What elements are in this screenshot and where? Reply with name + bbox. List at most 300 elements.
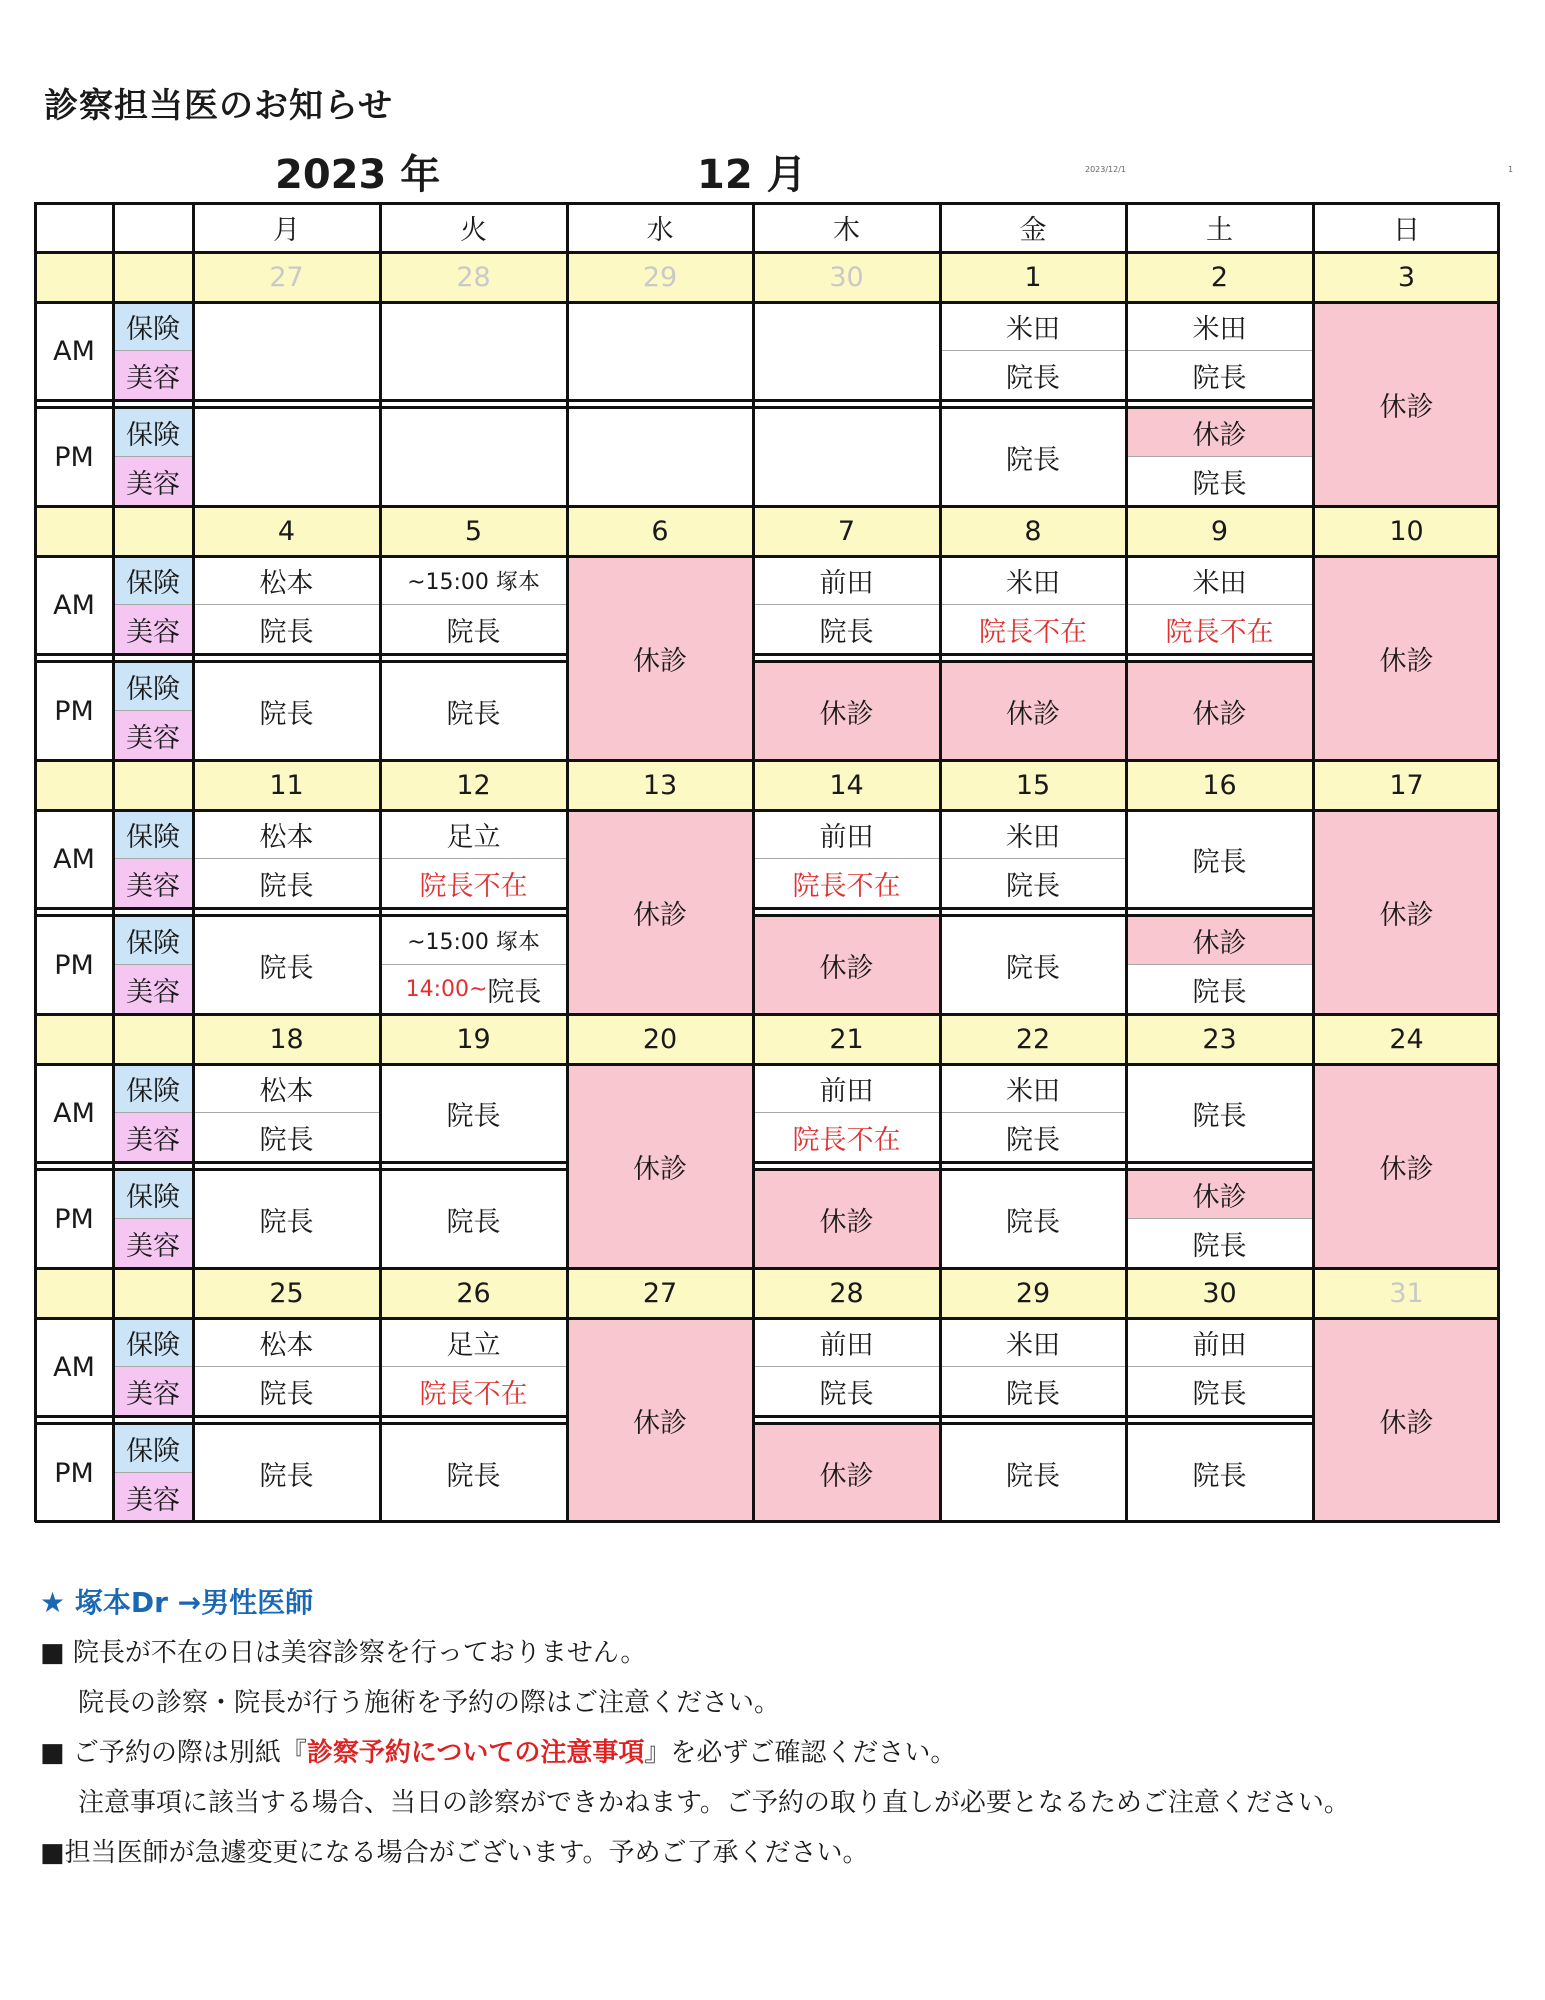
doctor-name: 院長 bbox=[259, 617, 314, 648]
ampm-double-line bbox=[193, 406, 380, 409]
ampm-double-line bbox=[940, 907, 1126, 910]
ampm-double-line bbox=[380, 1161, 567, 1164]
note-reservation bbox=[40, 1728, 1350, 1778]
am-cosmetic-doctor bbox=[193, 1113, 380, 1162]
pm-cosmetic-doctor bbox=[1126, 965, 1313, 1014]
doctor-name: 院長不在 bbox=[792, 1125, 901, 1156]
insurance-label: 保険 bbox=[113, 556, 193, 605]
column-border bbox=[34, 202, 37, 1522]
doctor-name: 足立 bbox=[446, 1330, 501, 1361]
weekday-header: 土 bbox=[1126, 202, 1313, 252]
column-border bbox=[1497, 202, 1500, 1522]
ampm-double-line bbox=[380, 653, 567, 656]
date-cell: 5 bbox=[380, 506, 567, 556]
am-cosmetic-doctor bbox=[380, 1367, 567, 1416]
pm-doctor: 院長 bbox=[1006, 952, 1060, 984]
ampm-double-line bbox=[753, 406, 940, 409]
doctor-name: 院長不在 bbox=[419, 1379, 528, 1410]
pm-doctor: 院長 bbox=[1006, 444, 1060, 476]
pm-label: PM bbox=[54, 441, 94, 473]
month-label: 12 月 bbox=[697, 152, 807, 198]
am-insurance-doctor bbox=[380, 810, 567, 859]
ampm-double-line bbox=[1126, 399, 1313, 402]
am-doctor: 院長 bbox=[1192, 1100, 1247, 1132]
am-insurance-doctor bbox=[380, 1318, 567, 1367]
date-cell: 16 bbox=[1126, 760, 1313, 810]
date-cell: 10 bbox=[1313, 506, 1500, 556]
closed-cell bbox=[1126, 408, 1313, 457]
doctor-name: 院長 bbox=[1192, 469, 1247, 500]
doctor-name: 院長 bbox=[259, 871, 314, 902]
insurance-label: 保険 bbox=[113, 810, 193, 859]
doctor-name: 院長不在 bbox=[419, 871, 528, 902]
am-label: AM bbox=[53, 1351, 95, 1383]
doctor-name: 院長 bbox=[1192, 977, 1247, 1008]
ampm-double-line bbox=[753, 907, 940, 910]
pm-doctor: 院長 bbox=[1192, 1460, 1247, 1492]
date-cell: 9 bbox=[1126, 506, 1313, 556]
doctor-name: 院長 bbox=[1006, 363, 1060, 394]
page-title: 診察担当医のお知らせ bbox=[44, 86, 393, 126]
ampm-double-line bbox=[1126, 907, 1313, 910]
insurance-label: 保険 bbox=[113, 1424, 193, 1473]
doctor-name: 院長 bbox=[446, 617, 501, 648]
am-insurance-doctor bbox=[940, 302, 1126, 351]
date-border bbox=[35, 809, 1500, 812]
doctor-name: ~15:00 塚本 bbox=[407, 930, 540, 955]
label-divider bbox=[113, 1472, 193, 1473]
am-insurance-doctor bbox=[940, 1064, 1126, 1113]
am-insurance-doctor bbox=[753, 1064, 940, 1113]
note-tsukamoto: ★ 塚本Dr →男性医師 bbox=[40, 1586, 314, 1619]
am-insurance-doctor bbox=[940, 810, 1126, 859]
ampm-double-line bbox=[1126, 1415, 1313, 1418]
column-border bbox=[566, 202, 569, 1522]
doctor-name: 院長不在 bbox=[1165, 617, 1274, 648]
ampm-double-line bbox=[1126, 660, 1313, 663]
doctor-name: 米田 bbox=[1006, 568, 1060, 599]
cosmetic-label: 美容 bbox=[113, 965, 193, 1014]
date-cell: 31 bbox=[1313, 1268, 1500, 1318]
pm-doctor: 院長 bbox=[446, 698, 501, 730]
ampm-double-line bbox=[940, 660, 1126, 663]
am-insurance-doctor bbox=[753, 1318, 940, 1367]
date-cell: 25 bbox=[193, 1268, 380, 1318]
date-cell: 27 bbox=[193, 252, 380, 302]
weekday-header: 日 bbox=[1313, 202, 1500, 252]
date-cell: 28 bbox=[380, 252, 567, 302]
doctor-name: 院長 bbox=[1192, 1379, 1247, 1410]
am-cosmetic-doctor bbox=[193, 859, 380, 908]
pm-label: PM bbox=[54, 1457, 94, 1489]
date-cell: 12 bbox=[380, 760, 567, 810]
header-bottom-border bbox=[35, 251, 1500, 254]
doctor-name: 休診 bbox=[1192, 1182, 1247, 1213]
ampm-double-line bbox=[193, 1415, 380, 1418]
date-cell: 21 bbox=[753, 1014, 940, 1064]
am-cosmetic-doctor bbox=[753, 859, 940, 908]
ampm-double-line bbox=[113, 406, 193, 409]
ampm-double-line bbox=[113, 1415, 193, 1418]
closed-cell: 休診 bbox=[940, 662, 1126, 760]
doctor-name: 前田 bbox=[819, 822, 874, 853]
closed-cell: 休診 bbox=[1313, 1318, 1500, 1522]
am-insurance-doctor bbox=[1126, 302, 1313, 351]
date-cell: 23 bbox=[1126, 1014, 1313, 1064]
ampm-double-line bbox=[193, 914, 380, 917]
doctor-name: 院長 bbox=[259, 1125, 314, 1156]
pm-doctor: 院長 bbox=[446, 1460, 501, 1492]
ampm-double-line bbox=[753, 1415, 940, 1418]
doctor-name: 院長不在 bbox=[792, 871, 901, 902]
doctor-name: 米田 bbox=[1006, 822, 1060, 853]
column-border bbox=[1312, 202, 1315, 1522]
date-cell: 11 bbox=[193, 760, 380, 810]
label-divider bbox=[113, 350, 193, 351]
ampm-border bbox=[35, 399, 113, 402]
doctor-name: 院長 bbox=[487, 977, 542, 1008]
ampm-double-line bbox=[193, 907, 380, 910]
note-reservation-post: 』を必ずご確認ください。 bbox=[644, 1738, 957, 1768]
am-cosmetic-doctor bbox=[940, 859, 1126, 908]
ampm-double-line bbox=[1126, 406, 1313, 409]
doctor-name: ~15:00 塚本 bbox=[407, 570, 540, 595]
note-reservation-emphasis: 診察予約についての注意事項 bbox=[306, 1738, 645, 1768]
am-cosmetic-doctor bbox=[753, 1113, 940, 1162]
cosmetic-label: 美容 bbox=[113, 605, 193, 654]
label-divider bbox=[113, 1218, 193, 1219]
ampm-double-line bbox=[1126, 653, 1313, 656]
pm-label: PM bbox=[54, 949, 94, 981]
label-divider bbox=[113, 964, 193, 965]
column-border bbox=[379, 202, 382, 1522]
closed-cell: 休診 bbox=[567, 556, 753, 760]
insurance-label: 保険 bbox=[113, 916, 193, 965]
ampm-double-line bbox=[567, 406, 753, 409]
date-cell: 29 bbox=[940, 1268, 1126, 1318]
ampm-double-line bbox=[940, 1422, 1126, 1425]
week-border bbox=[35, 1267, 1500, 1270]
ampm-double-line bbox=[113, 1161, 193, 1164]
insurance-label: 保険 bbox=[113, 1170, 193, 1219]
doctor-name: 院長 bbox=[1006, 871, 1060, 902]
ampm-double-line bbox=[380, 660, 567, 663]
ampm-double-line bbox=[193, 660, 380, 663]
closed-cell bbox=[1126, 1170, 1313, 1219]
week-border bbox=[35, 505, 1500, 508]
insurance-label: 保険 bbox=[113, 302, 193, 351]
cosmetic-label: 美容 bbox=[113, 1473, 193, 1522]
doctor-name: 院長不在 bbox=[979, 617, 1087, 648]
date-cell: 30 bbox=[1126, 1268, 1313, 1318]
table-top-border bbox=[35, 202, 1500, 205]
am-label: AM bbox=[53, 589, 95, 621]
date-cell: 26 bbox=[380, 1268, 567, 1318]
ampm-double-line bbox=[113, 1168, 193, 1171]
pm-cosmetic-doctor bbox=[1126, 1219, 1313, 1268]
closed-cell: 休診 bbox=[753, 1424, 940, 1522]
am-doctor: 院長 bbox=[1192, 846, 1247, 878]
cosmetic-label: 美容 bbox=[113, 351, 193, 400]
ampm-double-line bbox=[193, 1422, 380, 1425]
date-cell: 19 bbox=[380, 1014, 567, 1064]
am-label: AM bbox=[53, 1097, 95, 1129]
cosmetic-label: 美容 bbox=[113, 1219, 193, 1268]
doctor-name: 前田 bbox=[1192, 1330, 1247, 1361]
closed-cell: 休診 bbox=[753, 662, 940, 760]
pm-label: PM bbox=[54, 1203, 94, 1235]
week-border bbox=[35, 759, 1500, 762]
pm-cosmetic-doctor bbox=[380, 965, 567, 1014]
ampm-double-line bbox=[35, 1168, 113, 1171]
ampm-double-line bbox=[940, 406, 1126, 409]
insurance-label: 保険 bbox=[113, 662, 193, 711]
cosmetic-label: 美容 bbox=[113, 457, 193, 506]
column-border bbox=[939, 202, 942, 1522]
am-insurance-doctor bbox=[753, 556, 940, 605]
printed-date: 2023/12/1 bbox=[1085, 165, 1127, 174]
week-border bbox=[35, 1013, 1500, 1016]
doctor-name: 院長 bbox=[1006, 1125, 1060, 1156]
date-cell: 29 bbox=[567, 252, 753, 302]
date-cell: 17 bbox=[1313, 760, 1500, 810]
page-number: 1 bbox=[1508, 165, 1514, 174]
ampm-double-line bbox=[1126, 1422, 1313, 1425]
am-doctor: 院長 bbox=[446, 1100, 501, 1132]
date-cell: 18 bbox=[193, 1014, 380, 1064]
doctor-name: 院長 bbox=[819, 617, 874, 648]
ampm-double-line bbox=[753, 399, 940, 402]
am-cosmetic-doctor bbox=[380, 859, 567, 908]
closed-cell: 休診 bbox=[753, 916, 940, 1014]
weekday-header: 火 bbox=[380, 202, 567, 252]
closed-cell: 休診 bbox=[1313, 1064, 1500, 1268]
am-cosmetic-doctor bbox=[193, 605, 380, 654]
insurance-label: 保険 bbox=[113, 1318, 193, 1367]
schedule-calendar bbox=[35, 202, 1500, 1520]
am-cosmetic-doctor bbox=[1126, 351, 1313, 400]
ampm-double-line bbox=[113, 399, 193, 402]
doctor-name: 松本 bbox=[259, 568, 314, 599]
doctor-name: 米田 bbox=[1006, 314, 1060, 345]
ampm-double-line bbox=[380, 914, 567, 917]
closed-cell: 休診 bbox=[1313, 556, 1500, 760]
ampm-double-line bbox=[113, 907, 193, 910]
ampm-double-line bbox=[940, 1168, 1126, 1171]
year-label: 2023 年 bbox=[275, 152, 441, 198]
date-border bbox=[35, 1317, 1500, 1320]
am-cosmetic-doctor bbox=[753, 605, 940, 654]
date-cell: 1 bbox=[940, 252, 1126, 302]
column-border bbox=[192, 202, 195, 1522]
note-absent-cosmetic: ■ 院長が不在の日は美容診察を行っておりません。 bbox=[40, 1638, 647, 1668]
weekday-header: 木 bbox=[753, 202, 940, 252]
am-label: AM bbox=[53, 843, 95, 875]
ampm-double-line bbox=[753, 914, 940, 917]
pm-doctor: 院長 bbox=[259, 698, 314, 730]
ampm-border bbox=[35, 653, 113, 656]
ampm-border bbox=[35, 1161, 113, 1164]
ampm-double-line bbox=[1126, 1161, 1313, 1164]
note-reservation-caution: 注意事項に該当する場合、当日の診察ができかねます。ご予約の取り直しが必要となるためご注意ください。 bbox=[78, 1788, 1350, 1818]
ampm-double-line bbox=[753, 1422, 940, 1425]
doctor-name: 休診 bbox=[1192, 420, 1247, 451]
ampm-double-line bbox=[567, 399, 753, 402]
am-insurance-doctor bbox=[193, 556, 380, 605]
label-divider bbox=[113, 710, 193, 711]
closed-cell: 休診 bbox=[567, 1318, 753, 1522]
doctor-name: 院長 bbox=[1192, 1231, 1247, 1262]
ampm-double-line bbox=[380, 1168, 567, 1171]
doctor-name: 院長 bbox=[1192, 363, 1247, 394]
am-cosmetic-doctor bbox=[940, 1113, 1126, 1162]
am-insurance-doctor bbox=[193, 810, 380, 859]
insurance-label: 保険 bbox=[113, 408, 193, 457]
am-insurance-doctor bbox=[940, 1318, 1126, 1367]
cosmetic-label: 美容 bbox=[113, 1113, 193, 1162]
date-border bbox=[35, 555, 1500, 558]
date-cell: 28 bbox=[753, 1268, 940, 1318]
date-cell: 24 bbox=[1313, 1014, 1500, 1064]
ampm-double-line bbox=[380, 907, 567, 910]
notes-section bbox=[40, 1578, 1350, 1878]
am-insurance-doctor bbox=[380, 556, 567, 605]
doctor-name: 前田 bbox=[819, 568, 874, 599]
time-prefix: 14:00~ bbox=[405, 977, 488, 1002]
note-reservation-pre: ■ ご予約の際は別紙『 bbox=[40, 1738, 307, 1768]
ampm-double-line bbox=[193, 653, 380, 656]
ampm-border bbox=[35, 1415, 113, 1418]
date-cell: 15 bbox=[940, 760, 1126, 810]
pm-doctor: 院長 bbox=[1006, 1460, 1060, 1492]
date-border bbox=[35, 301, 1500, 304]
pm-doctor: 院長 bbox=[259, 952, 314, 984]
am-insurance-doctor bbox=[193, 1318, 380, 1367]
doctor-name: 米田 bbox=[1192, 568, 1247, 599]
ampm-border bbox=[35, 907, 113, 910]
doctor-name: 院長 bbox=[259, 1379, 314, 1410]
ampm-double-line bbox=[380, 406, 567, 409]
pm-cosmetic-doctor bbox=[1126, 457, 1313, 506]
ampm-double-line bbox=[35, 406, 113, 409]
date-cell: 27 bbox=[567, 1268, 753, 1318]
ampm-double-line bbox=[940, 1415, 1126, 1418]
am-label: AM bbox=[53, 335, 95, 367]
ampm-double-line bbox=[753, 1168, 940, 1171]
am-cosmetic-doctor bbox=[380, 605, 567, 654]
am-insurance-doctor bbox=[1126, 556, 1313, 605]
ampm-double-line bbox=[940, 399, 1126, 402]
cosmetic-label: 美容 bbox=[113, 1367, 193, 1416]
date-cell: 6 bbox=[567, 506, 753, 556]
date-cell: 8 bbox=[940, 506, 1126, 556]
ampm-double-line bbox=[380, 399, 567, 402]
ampm-double-line bbox=[380, 1422, 567, 1425]
ampm-double-line bbox=[940, 914, 1126, 917]
label-divider bbox=[113, 456, 193, 457]
doctor-name: 足立 bbox=[446, 822, 501, 853]
doctor-name: 米田 bbox=[1006, 1330, 1060, 1361]
date-cell: 22 bbox=[940, 1014, 1126, 1064]
am-cosmetic-doctor bbox=[940, 605, 1126, 654]
am-insurance-doctor bbox=[753, 810, 940, 859]
ampm-double-line bbox=[35, 914, 113, 917]
closed-cell bbox=[1126, 916, 1313, 965]
ampm-double-line bbox=[753, 1161, 940, 1164]
ampm-double-line bbox=[113, 914, 193, 917]
column-border bbox=[752, 202, 755, 1522]
insurance-label: 保険 bbox=[113, 1064, 193, 1113]
weekday-header: 金 bbox=[940, 202, 1126, 252]
ampm-double-line bbox=[193, 1161, 380, 1164]
am-cosmetic-doctor bbox=[753, 1367, 940, 1416]
ampm-double-line bbox=[753, 653, 940, 656]
date-cell: 14 bbox=[753, 760, 940, 810]
date-cell: 20 bbox=[567, 1014, 753, 1064]
ampm-double-line bbox=[113, 660, 193, 663]
pm-doctor: 院長 bbox=[259, 1460, 314, 1492]
ampm-double-line bbox=[193, 399, 380, 402]
am-cosmetic-doctor bbox=[1126, 1367, 1313, 1416]
date-cell: 7 bbox=[753, 506, 940, 556]
closed-cell: 休診 bbox=[753, 1170, 940, 1268]
weekday-header: 月 bbox=[193, 202, 380, 252]
am-insurance-doctor bbox=[1126, 1318, 1313, 1367]
label-divider bbox=[113, 604, 193, 605]
column-border bbox=[112, 202, 115, 1522]
ampm-double-line bbox=[113, 653, 193, 656]
doctor-name: 松本 bbox=[259, 822, 314, 853]
ampm-double-line bbox=[1126, 1168, 1313, 1171]
pm-doctor: 院長 bbox=[259, 1206, 314, 1238]
pm-insurance-doctor bbox=[380, 916, 567, 965]
doctor-name: 休診 bbox=[1192, 928, 1247, 959]
column-border bbox=[1125, 202, 1128, 1522]
ampm-double-line bbox=[35, 1422, 113, 1425]
date-cell: 13 bbox=[567, 760, 753, 810]
closed-cell: 休診 bbox=[1313, 302, 1500, 506]
ampm-double-line bbox=[940, 653, 1126, 656]
doctor-name: 米田 bbox=[1006, 1076, 1060, 1107]
closed-cell: 休診 bbox=[567, 810, 753, 1014]
cosmetic-label: 美容 bbox=[113, 711, 193, 760]
pm-label: PM bbox=[54, 695, 94, 727]
ampm-double-line bbox=[753, 660, 940, 663]
am-insurance-doctor bbox=[940, 556, 1126, 605]
closed-cell: 休診 bbox=[1126, 662, 1313, 760]
pm-doctor: 院長 bbox=[1006, 1206, 1060, 1238]
label-divider bbox=[113, 1112, 193, 1113]
date-cell: 2 bbox=[1126, 252, 1313, 302]
date-cell: 30 bbox=[753, 252, 940, 302]
table-bottom-border bbox=[35, 1520, 1500, 1523]
am-cosmetic-doctor bbox=[193, 1367, 380, 1416]
doctor-name: 米田 bbox=[1192, 314, 1247, 345]
am-cosmetic-doctor bbox=[940, 351, 1126, 400]
doctor-name: 院長 bbox=[1006, 1379, 1060, 1410]
am-cosmetic-doctor bbox=[940, 1367, 1126, 1416]
doctor-name: 松本 bbox=[259, 1076, 314, 1107]
doctor-name: 松本 bbox=[259, 1330, 314, 1361]
date-cell: 3 bbox=[1313, 252, 1500, 302]
date-border bbox=[35, 1063, 1500, 1066]
doctor-name: 院長 bbox=[819, 1379, 874, 1410]
pm-doctor: 院長 bbox=[446, 1206, 501, 1238]
label-divider bbox=[113, 1366, 193, 1367]
ampm-double-line bbox=[1126, 914, 1313, 917]
weekday-header: 水 bbox=[567, 202, 753, 252]
closed-cell: 休診 bbox=[567, 1064, 753, 1268]
